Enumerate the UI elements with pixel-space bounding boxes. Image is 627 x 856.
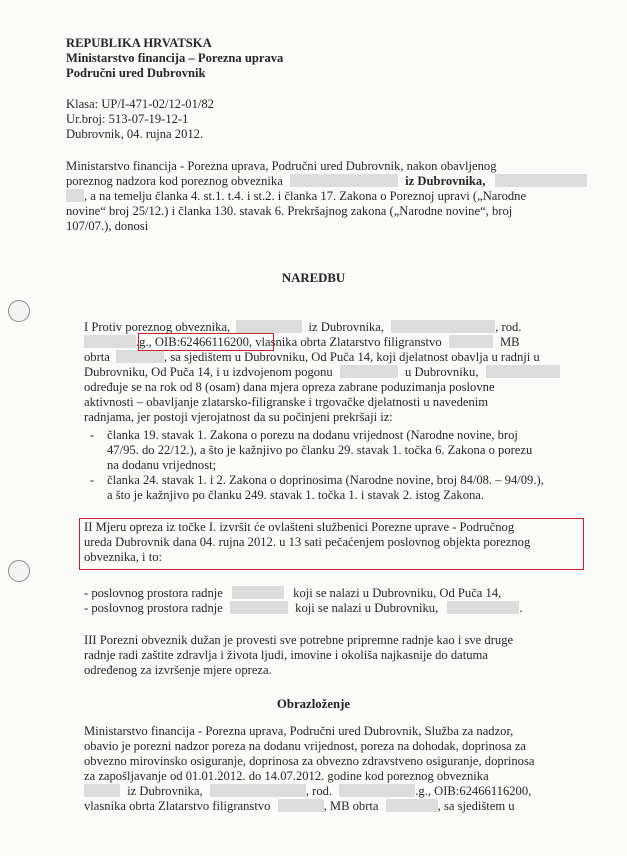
redaction — [449, 335, 493, 348]
s1-bullet1-line-3: na dodanu vrijednost; — [107, 458, 217, 472]
s3-line-3: određenog za izvršenje mjere opreza. — [84, 663, 272, 677]
expl-line-6: vlasnika obrta Zlatarstvo filigranstvo , MB obrta , sa sjedištem u — [84, 799, 515, 813]
s1-line-6: aktivnosti – obavljanje zlatarsko-filigranske i trgovačke djelatnosti u navedenim — [84, 395, 489, 409]
s1-bullet1-line-2: 47/95. do 22/12.), a što je kažnjivo po članku 29. stavak 1. točka 6. Zakona o porezu — [107, 443, 533, 457]
oib-highlighted: OIB:62466116200, — [154, 335, 253, 349]
klasa: Klasa: UP/I-471-02/12-01/82 — [66, 97, 214, 111]
bullet-dash: - — [90, 473, 95, 487]
redaction — [230, 601, 288, 614]
s2-line-2: ureda Dubrovnik dana 04. rujna 2012. u 13 sati pečaćenjem poslovnog objekta poreznog — [84, 535, 531, 549]
s1-line-3: obrta , sa sjedištem u Dubrovniku, Od Puča 14, koji djelatnost obavlja u radnji u — [84, 350, 540, 364]
redaction — [391, 320, 495, 333]
header-office: Područni ured Dubrovnik — [66, 66, 206, 80]
s3-line-1: III Porezni obveznik dužan je provesti sve potrebne pripremne radnje kao i sve druge — [84, 633, 514, 647]
s1-bullet2-line-1: članka 24. stavak 1. i 2. Zakona o doprinosima (Narodne novine, broj 84/08. – 94/09.), — [107, 473, 544, 487]
redaction — [236, 320, 302, 333]
s1-bullet1-line-1: članka 19. stavak 1. Zakona o porezu na dodanu vrijednost (Narodne novine, broj — [107, 428, 518, 442]
redaction — [386, 799, 438, 812]
intro-line-2: poreznog nadzora kod poreznog obveznika iz Dubrovnika, — [66, 174, 587, 189]
oib-highlight-box — [138, 333, 274, 351]
redaction — [66, 189, 84, 202]
s2-item-1: - poslovnog prostora radnje koji se nalazi u Dubrovniku, Od Puča 14, — [84, 586, 502, 600]
redaction — [116, 350, 164, 363]
s1-line-4: Dubrovniku, Od Puča 14, i u izdvojenom pogonu u Dubrovniku, — [84, 365, 560, 380]
intro-line-3: , a na temelju članka 4. st.1. t.4. i st.2. i članka 17. Zakona o Poreznoj upravi („Narodne — [66, 189, 526, 204]
s1-bullet2-line-2: a što je kažnjivo po članku 249. stavak 1. točka 1. i stavak 2. istog Zakona. — [107, 488, 485, 502]
redaction — [447, 601, 519, 614]
redaction — [486, 365, 560, 378]
expl-line-2: obavio je porezni nadzor poreza na dodanu vrijednost, poreza na dohodak, doprinosa za — [84, 739, 527, 753]
s1-line-5: određuje se na rok od 8 (osam) dana mjera opreza zabrane poduzimanja poslovne — [84, 380, 495, 394]
expl-line-1: Ministarstvo financija - Porezna uprava, Područni ured Dubrovnik, Služba za nadzor, — [84, 724, 514, 738]
intro-line-1: Ministarstvo financija - Porezna uprava, Područni ured Dubrovnik, nakon obavljenog — [66, 159, 497, 173]
punch-hole-top — [8, 300, 30, 322]
s2-item-2: - poslovnog prostora radnje koji se nalazi u Dubrovniku, . — [84, 601, 523, 615]
redaction — [210, 784, 306, 797]
bullet-dash: - — [90, 428, 95, 442]
redaction — [84, 335, 136, 348]
redaction — [340, 365, 398, 378]
s1-line-7: radnjama, jer postoji vjerojatnost da su počinjeni prekršaji iz: — [84, 410, 393, 424]
intro-line-5: 107/07.), donosi — [66, 219, 149, 233]
redaction — [339, 784, 415, 797]
expl-line-3: obvezno mirovinsko osiguranje, doprinosa za obvezno zdravstveno osiguranje, doprinosa — [84, 754, 535, 768]
urbroj: Ur.broj: 513-07-19-12-1 — [66, 112, 189, 126]
expl-line-5: iz Dubrovnika, , rod. .g., OIB:62466116200, — [84, 784, 531, 799]
s3-line-2: radnje radi zaštite zdravlja i života ljudi, imovine i okoliša najkasnije do datuma — [84, 648, 488, 662]
document-title: NAREDBU — [281, 271, 346, 285]
s2-line-3: obveznika, i to: — [84, 550, 162, 564]
expl-line-4: za zapošljavanje od 01.01.2012. do 14.07.2012. godine kod poreznog obveznika — [84, 769, 489, 783]
redaction — [495, 174, 587, 187]
s1-line-1: I Protiv poreznog obveznika, iz Dubrovnika, , rod. — [84, 320, 522, 334]
redaction — [290, 174, 398, 187]
place-date: Dubrovnik, 04. rujna 2012. — [66, 127, 204, 141]
header-country: REPUBLIKA HRVATSKA — [66, 36, 212, 50]
redaction — [84, 784, 120, 797]
s2-line-1: II Mjeru opreza iz točke I. izvršit će ovlašteni službenici Porezne uprave - Područnog — [84, 520, 515, 534]
header-ministry: Ministarstvo financija – Porezna uprava — [66, 51, 284, 65]
redaction — [278, 799, 324, 812]
s1-line-2: .g., OIB:62466116200, vlasnika obrta Zlatarstvo filigranstvo MB — [84, 335, 520, 350]
punch-hole-bottom — [8, 560, 30, 582]
explanation-heading: Obrazloženje — [276, 697, 351, 711]
redaction — [232, 586, 284, 599]
intro-line-4: novine“ broj 25/12.) i članka 130. stavak 6. Prekršajnog zakona („Narodne novine“, broj — [66, 204, 513, 218]
